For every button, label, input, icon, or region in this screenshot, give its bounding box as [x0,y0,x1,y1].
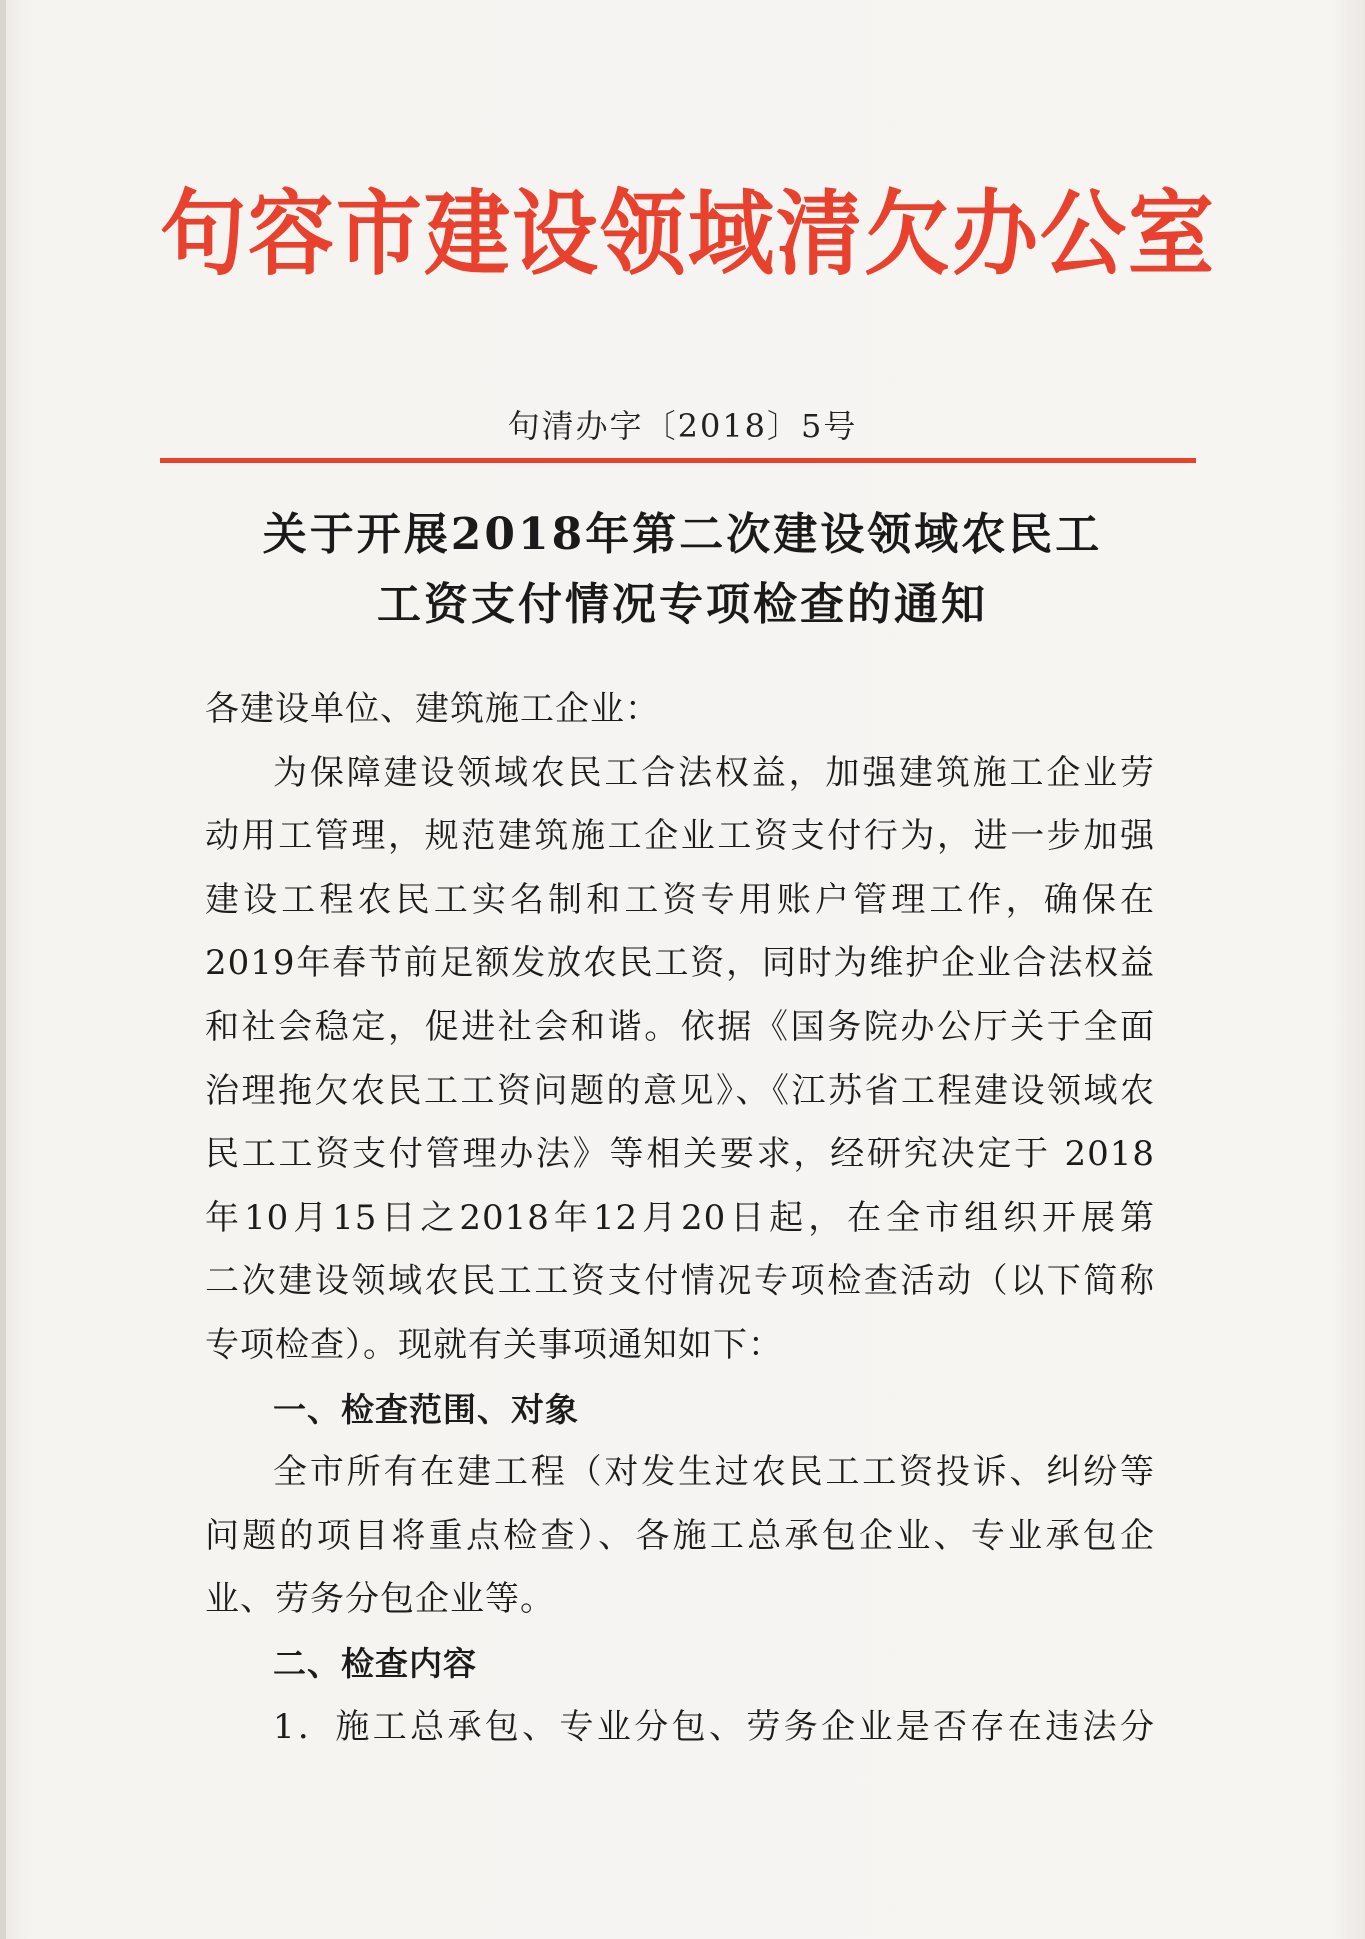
section-heading-scope: 一、检查范围、对象 [273,1389,579,1429]
paragraph-line: 民工工资支付管理办法》等相关要求，经研究决定于 2018 [205,1134,1155,1175]
red-divider-line [160,458,1196,463]
notice-body [205,678,1155,1759]
paragraph-line: 治理拖欠农民工工资问题的意见》、《江苏省工程建设领域农 [205,1070,1155,1111]
issuing-office-header: 句容市建设领域清欠办公室 [160,179,1216,289]
section-heading-content: 二、检查内容 [273,1643,477,1683]
paragraph-line: 2019年春节前足额发放农民工资，同时为维护企业合法权益 [205,943,1155,984]
notice-title-line-2: 工资支付情况专项检查的通知 [377,579,988,630]
notice-title [0,500,1365,640]
paragraph-line: 为保障建设领域农民工合法权益，加强建筑施工企业劳 [273,752,1155,793]
salutation: 各建设单位、建筑施工企业： [205,689,660,729]
section-line: 全市所有在建工程（对发生过农民工工资投诉、纠纷等 [273,1452,1155,1493]
paragraph-line: 年10月15日之2018年12月20日起，在全市组织开展第 [205,1197,1155,1238]
paragraph-line: 建设工程农民工实名制和工资专用账户管理工作，确保在 [205,879,1155,920]
section-line: 问题的项目将重点检查）、各施工总承包企业、专业承包企 [205,1515,1155,1556]
section-line: 业、劳务分包企业等。 [205,1579,555,1620]
paragraph-line: 和社会稳定，促进社会和谐。依据《国务院办公厅关于全面 [205,1006,1155,1047]
paragraph-line: 动用工管理，规范建筑施工企业工资支付行为，进一步加强 [205,816,1155,857]
section-item: 1．施工总承包、专业分包、劳务企业是否存在违法分 [273,1706,1155,1747]
document-number: 句清办字〔2018〕5号 [507,407,858,445]
scan-edge [0,0,6,1939]
paragraph-line: 专项检查）。现就有关事项通知如下： [205,1324,783,1365]
notice-title-line-1: 关于开展2018年第二次建设领域农民工 [262,509,1103,560]
paragraph-line: 二次建设领域农民工工资支付情况专项检查活动（以下简称 [205,1261,1155,1302]
